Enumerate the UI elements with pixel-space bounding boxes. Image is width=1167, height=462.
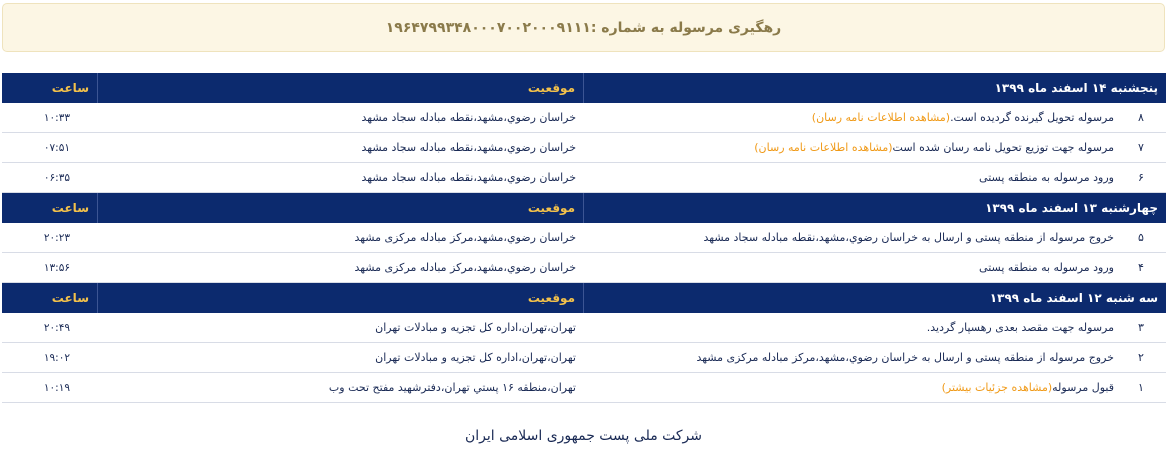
- day-header: [2, 283, 1166, 313]
- table-row: [2, 133, 1166, 163]
- company-footer: شرکت ملی پست جمهوری اسلامی ایران: [464, 428, 703, 444]
- event-number: ۵: [1138, 231, 1144, 244]
- event-number: ۸: [1138, 111, 1144, 124]
- tracking-title: رهگیری مرسوله به شماره :۱۹۶۴۷۹۹۳۴۸۰۰۰۷۰۰۲۰۰۰۹۱۱۱: [385, 19, 782, 36]
- event-description: خروج مرسوله از منطقه پستی و ارسال به خراسان رضوي،مشهد،مرکز مبادله مرکزی مشهد: [696, 351, 1114, 364]
- day-date: سه شنبه ۱۲ اسفند ماه ۱۳۹۹: [989, 291, 1158, 305]
- event-location: تهران،تهران،اداره کل تجزیه و مبادلات تهران: [375, 351, 576, 364]
- event-description: قبول مرسوله(مشاهده جزئیات بیشتر): [941, 381, 1114, 394]
- tracking-banner: [2, 3, 1165, 52]
- event-location: تهران،تهران،اداره کل تجزیه و مبادلات تهران: [375, 321, 576, 334]
- event-description: ورود مرسوله به منطقه پستی: [979, 261, 1114, 274]
- time-column-header: ساعت: [2, 73, 98, 103]
- event-number: ۷: [1138, 141, 1144, 154]
- event-time: ۲۰:۴۹: [43, 321, 70, 334]
- event-number: ۶: [1138, 171, 1144, 184]
- event-location: خراسان رضوي،مشهد،نقطه مبادله سجاد مشهد: [361, 171, 576, 184]
- day-date: پنجشنبه ۱۴ اسفند ماه ۱۳۹۹: [994, 81, 1158, 95]
- event-time: ۲۰:۲۳: [43, 231, 70, 244]
- event-time: ۰۶:۳۵: [43, 171, 70, 184]
- day-date: چهارشنبه ۱۳ اسفند ماه ۱۳۹۹: [985, 201, 1158, 215]
- view-postman-info-link[interactable]: (مشاهده اطلاعات نامه رسان): [811, 111, 951, 124]
- day-header: [2, 73, 1166, 103]
- event-location: تهران،منطقه ۱۶ پستي تهران،دفترشهید مفتح تحت وب: [328, 381, 576, 394]
- event-location: خراسان رضوي،مشهد،مرکز مبادله مرکزی مشهد: [354, 231, 576, 244]
- event-location: خراسان رضوي،مشهد،مرکز مبادله مرکزی مشهد: [354, 261, 576, 274]
- table-row: [2, 253, 1166, 283]
- table-row: [2, 223, 1166, 253]
- event-description: خروج مرسوله از منطقه پستی و ارسال به خراسان رضوي،مشهد،نقطه مبادله سجاد مشهد: [703, 231, 1114, 244]
- time-column-header: ساعت: [2, 283, 98, 313]
- event-time: ۰۷:۵۱: [43, 141, 70, 154]
- location-column-header: موقعیت: [98, 193, 584, 223]
- event-time: ۱۰:۳۳: [43, 111, 70, 124]
- event-time: ۱۹:۰۲: [43, 351, 70, 364]
- table-row: [2, 103, 1166, 133]
- event-description: مرسوله جهت مقصد بعدی رهسپار گردید.: [926, 321, 1114, 334]
- view-postman-info-link[interactable]: (مشاهده اطلاعات نامه رسان): [754, 141, 893, 154]
- event-number: ۴: [1138, 261, 1144, 274]
- time-column-header: ساعت: [2, 193, 98, 223]
- table-row: [2, 373, 1166, 403]
- event-location: خراسان رضوي،مشهد،نقطه مبادله سجاد مشهد: [361, 141, 576, 154]
- event-number: ۱: [1138, 381, 1144, 394]
- event-number: ۳: [1138, 321, 1144, 334]
- view-more-details-link[interactable]: (مشاهده جزئیات بیشتر): [941, 381, 1053, 394]
- location-column-header: موقعیت: [98, 283, 584, 313]
- event-description: مرسوله تحویل گیرنده گردیده است.(مشاهده اطلاعات نامه رسان): [811, 111, 1114, 124]
- event-number: ۲: [1138, 351, 1144, 364]
- event-location: خراسان رضوي،مشهد،نقطه مبادله سجاد مشهد: [361, 111, 576, 124]
- day-header: [2, 193, 1166, 223]
- location-column-header: موقعیت: [98, 73, 584, 103]
- table-row: [2, 163, 1166, 193]
- event-time: ۱۰:۱۹: [43, 381, 70, 394]
- table-row: [2, 313, 1166, 343]
- table-row: [2, 343, 1166, 373]
- event-time: ۱۳:۵۶: [43, 261, 70, 274]
- event-description: مرسوله جهت توزیع تحویل نامه رسان شده است(مشاهده اطلاعات نامه رسان): [754, 141, 1114, 154]
- event-description: ورود مرسوله به منطقه پستی: [979, 171, 1114, 184]
- tracking-table: [2, 73, 1166, 403]
